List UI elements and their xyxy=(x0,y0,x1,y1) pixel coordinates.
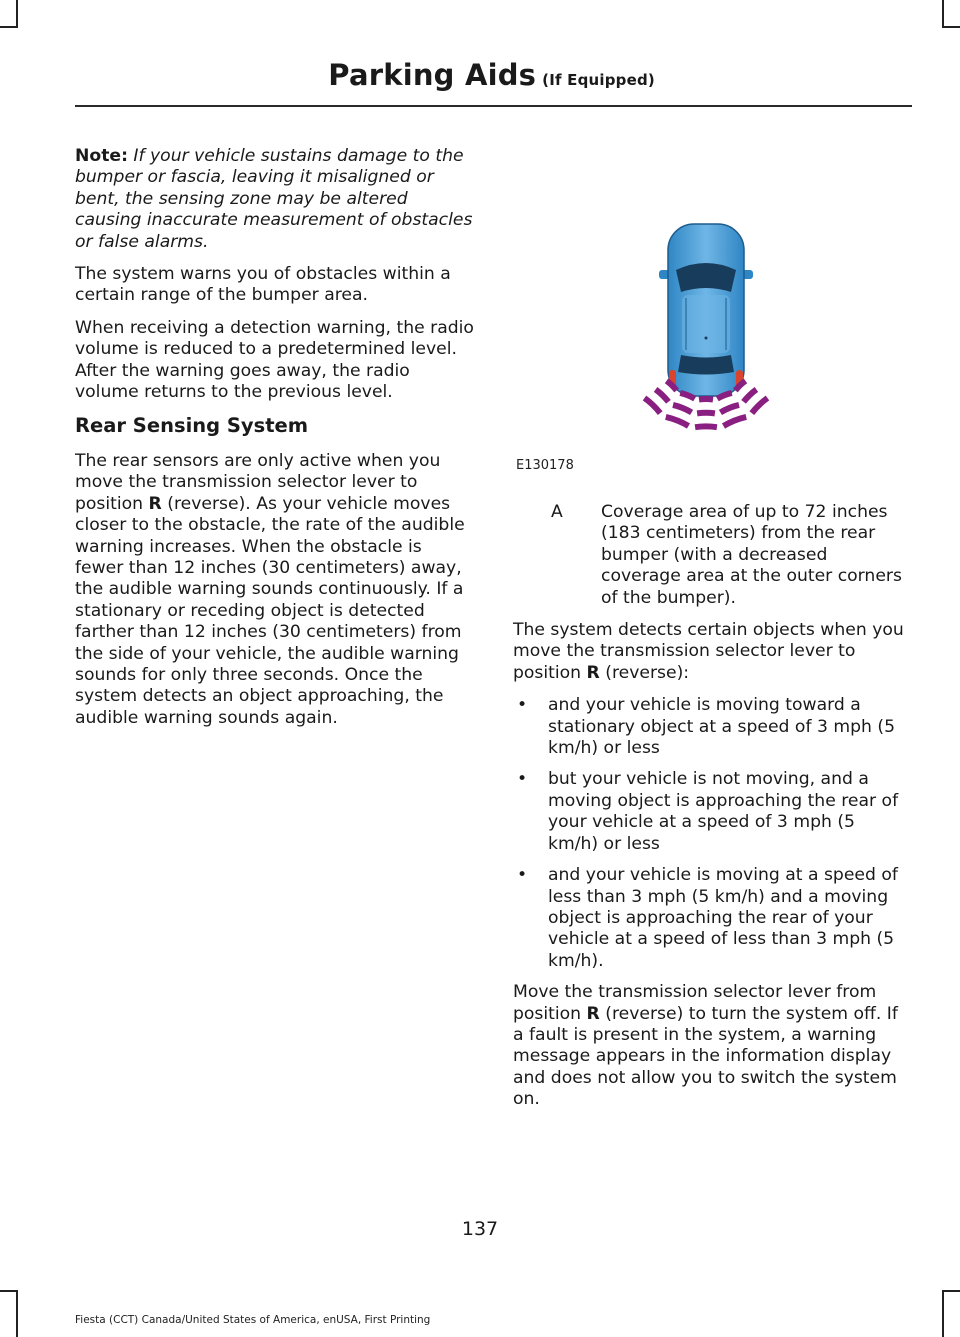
text-run: The system detects certain objects when you move the transmission selector lever to position xyxy=(513,620,904,683)
footer-text: Fiesta (CCT) Canada/United States of America, enUSA, First Printing xyxy=(75,1314,431,1326)
note-paragraph xyxy=(75,146,475,253)
page-header xyxy=(328,58,655,92)
car-top-view-illustration xyxy=(505,200,905,460)
crop-mark xyxy=(942,1290,944,1337)
bullet-icon: • xyxy=(517,695,528,716)
roof xyxy=(682,295,730,353)
text-run: The rear sensors are only active when you move the transmission selector lever to position xyxy=(75,450,441,514)
paragraph-detection xyxy=(513,620,908,684)
rear-sensing-figure xyxy=(505,200,905,490)
list-item xyxy=(513,695,908,759)
paragraph-turn-off xyxy=(513,982,908,1110)
list-item-text: and your vehicle is moving toward a stationary object at a speed of 3 mph (5 km/h) or less xyxy=(548,695,896,759)
sensing-arc-segment xyxy=(697,413,715,414)
text-run: Move the transmission selector lever from position xyxy=(513,982,877,1024)
sensing-arc-segment xyxy=(673,405,692,413)
crop-mark xyxy=(16,1290,18,1337)
sensing-arc-segment xyxy=(645,398,661,413)
note-text: If your vehicle sustains damage to the bumper or fascia, leaving it misaligned or bent, the sensing zone may be altered causing inaccurate measurement of obstacles or false alarms. xyxy=(75,146,473,252)
crop-mark xyxy=(0,26,18,28)
legend-item xyxy=(513,502,908,609)
right-column xyxy=(513,502,908,1122)
bullet-icon: • xyxy=(517,769,528,790)
paragraph-radio-volume: When receiving a detection warning, the radio volume is reduced to a predetermined level. After the warning goes away, the radio volume returns to the previous level. xyxy=(75,317,474,403)
detection-conditions-list xyxy=(513,695,908,972)
paragraph-range: The system warns you of obstacles within a certain range of the bumper area. xyxy=(75,264,451,306)
header-subtitle: (If Equipped) xyxy=(542,71,655,89)
sensing-arc-segment xyxy=(724,417,747,426)
crop-mark xyxy=(0,1290,18,1292)
reverse-symbol: R xyxy=(586,662,600,683)
crop-mark xyxy=(942,1290,960,1292)
text-run: (reverse) to turn the system off. If a fault is present in the system, a warning message appears in the information display and does not allow you to switch the system on. xyxy=(513,1003,898,1110)
header-rule xyxy=(75,105,912,107)
paragraph-rear-sensors xyxy=(75,451,475,729)
sensing-arc-segment xyxy=(666,417,689,426)
sensing-arc-segment xyxy=(744,389,757,401)
text-run: (reverse). As your vehicle moves closer to the obstacle, the rate of the audible warning increases. When the obstacle is fewer than 12 inches (30 centimeters) away, the audible warning sounds continuously. If a stationary or receding object is detected farther than 12 inches (30 centimeters) from the side of your vehicle, the audible warning sounds for only three seconds. Once the system detects an object approaching, the audible warning sounds again. xyxy=(75,493,465,728)
reverse-symbol: R xyxy=(586,1003,600,1024)
rear-window xyxy=(678,355,734,375)
list-item xyxy=(513,769,908,855)
sensing-arc-segment xyxy=(752,398,768,413)
note-label: Note: xyxy=(75,146,128,166)
section-heading: Rear Sensing System xyxy=(75,414,309,438)
crop-mark xyxy=(942,26,960,28)
list-item-text: and your vehicle is moving at a speed of less than 3 mph (5 km/h) and a moving object is approaching the rear of your vehicle at a speed of less than 3 mph (5 km/h). xyxy=(548,865,898,971)
figure-id: E130178 xyxy=(516,458,574,473)
sensing-arc-segment xyxy=(695,426,717,427)
list-item xyxy=(513,865,908,972)
legend-text: Coverage area of up to 72 inches (183 centimeters) from the rear bumper (with a decreased coverage area at the outer corners of the bumper). xyxy=(601,502,902,608)
text-run: (reverse): xyxy=(599,662,690,683)
legend-key: A xyxy=(551,502,563,522)
page-number: 137 xyxy=(461,1218,499,1240)
reverse-symbol: R xyxy=(148,493,162,514)
header-title: Parking Aids xyxy=(328,58,537,92)
left-column xyxy=(75,146,475,740)
windshield xyxy=(676,263,736,292)
crop-mark xyxy=(16,0,18,28)
crop-mark xyxy=(942,0,944,28)
sensing-arc-segment xyxy=(720,405,739,413)
sensing-arc-segment xyxy=(656,389,669,401)
rear-badge xyxy=(705,337,708,340)
bullet-icon: • xyxy=(517,865,528,886)
list-item-text: but your vehicle is not moving, and a moving object is approaching the rear of your vehicle at a speed of 3 mph (5 km/h) or less xyxy=(548,769,899,854)
